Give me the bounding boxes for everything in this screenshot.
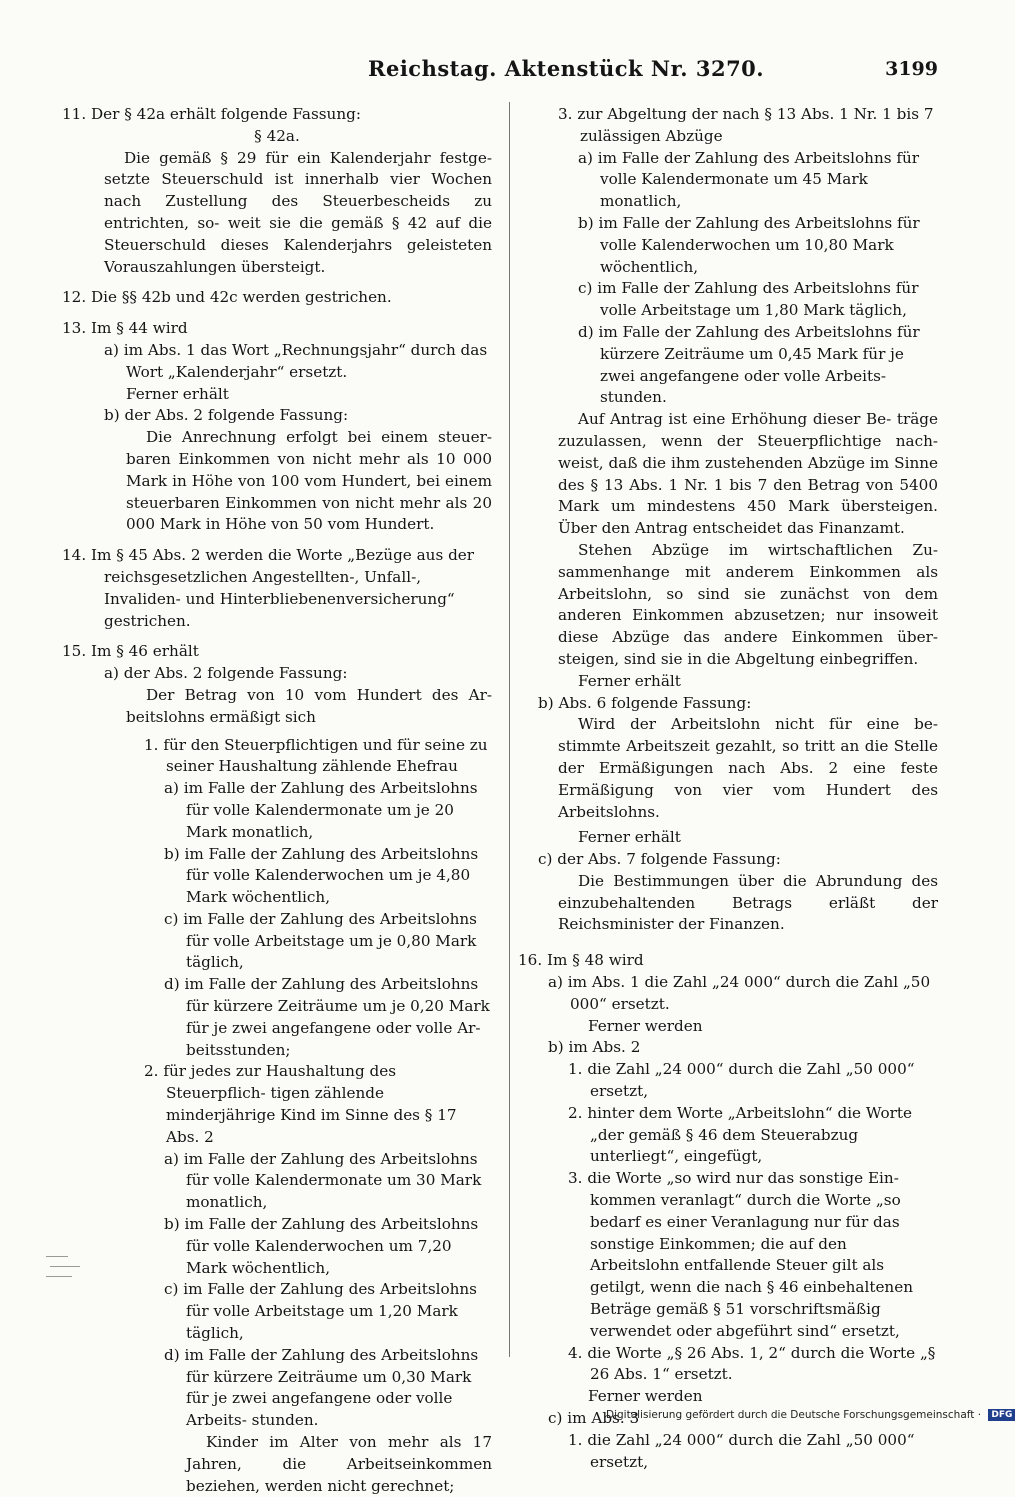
section-15-item-1-d: d) im Falle der Zahlung des Arbeitslohns für kürzere Zeiträume um je 0,20 Mark für je zwei angefangene oder volle Ar- beitsstunden; bbox=[164, 975, 490, 1059]
section-15-item-1-b: b) im Falle der Zahlung des Arbeitslohns für volle Kalenderwochen um je 4,80 Mark wöchentlich, bbox=[164, 844, 479, 907]
section-15-item-2-a: a) im Falle der Zahlung des Arbeitslohns für volle Kalendermonate um 30 Mark monatlich, bbox=[164, 1149, 482, 1212]
section-15-item-3-c: c) im Falle der Zahlung des Arbeitslohns für volle Arbeitstage um 1,80 Mark täglich, bbox=[578, 279, 919, 320]
section-12: 12. Die §§ 42b und 42c werden gestrichen. bbox=[62, 288, 392, 307]
digitization-footer bbox=[606, 1409, 1015, 1421]
section-42a-text: Die gemäß § 29 für ein Kalenderjahr festge- setzte Steuerschuld ist innerhalb vier Wochen nach Zustellung des Steuerbescheids zu entrichten, so- weit sie die gemäß § 42 auf die Steuerschuld dieses Kalenderjahrs geleisteten Vorauszahlungen übersteigt. bbox=[104, 148, 492, 276]
ferner-erhaelt-2: Ferner erhält bbox=[578, 828, 681, 847]
stehen-paragraph: Stehen Abzüge im wirtschaftlichen Zu- sammenhange mit anderem Einkommen als Arbeitslohn, so sind sie zunächst von dem anderen Einkommen abzusetzen; nur insoweit diese Abzüge das andere Einkommen über- steigen, sind sie in die Abgeltung einbegriffen. bbox=[558, 540, 938, 668]
section-13-b-text: Die Anrechnung erfolgt bei einem steuer- baren Einkommen von nicht mehr als 10 000 Mark in Höhe von 100 vom Hundert, bei einem steuerbaren Einkommen von nicht mehr als 20 000 Mark in Höhe von 50 vom Hundert. bbox=[126, 428, 492, 534]
section-15-kinder-note: Kinder im Alter von mehr als 17 Jahren, die Arbeitseinkommen beziehen, werden nicht gerechnet; bbox=[186, 1433, 492, 1495]
section-15-c-text: Die Bestimmungen über die Abrundung des einzubehaltenden Betrags erläßt der Reichsminister der Finanzen. bbox=[558, 871, 938, 934]
section-16-ferner-werden-2: Ferner werden bbox=[588, 1387, 703, 1406]
section-15-b-text: Wird der Arbeitslohn nicht für eine be- stimmte Arbeitszeit gezahlt, so tritt an die Stelle der Ermäßigungen nach Abs. 2 eine feste Ermäßigung von vier vom Hundert des Arbeitslohns. bbox=[558, 715, 938, 821]
section-15-heading: 15. Im § 46 erhält bbox=[62, 642, 199, 661]
section-15-item-1: 1. für den Steuerpflichtigen und für seine zu seiner Haushaltung zählende Ehefrau bbox=[144, 735, 488, 776]
section-13-a: a) im Abs. 1 das Wort „Rechnungsjahr“ durch das Wort „Kalenderjahr“ ersetzt. bbox=[104, 340, 488, 381]
section-16-b-item-3: 3. die Worte „so wird nur das sonstige Ein- kommen veranlagt“ durch die Worte „so bedarf es einer Veranlagung nur für das sonstige Einkommen; die auf den Arbeitslohn entfallende Steuer gilt als getilgt, wenn die nach § 46 einbehaltenen Beträge gemäß § 51 vorschriftsmäßig verwendet oder abgeführt sind“ ersetzt, bbox=[568, 1169, 913, 1340]
section-15-item-2-d: d) im Falle der Zahlung des Arbeitslohns für kürzere Zeiträume um 0,30 Mark für je zwei angefangene oder volle Arbeits- stunden. bbox=[164, 1345, 479, 1430]
section-15-item-1-a: a) im Falle der Zahlung des Arbeitslohns für volle Kalendermonate um je 20 Mark monatlich, bbox=[164, 779, 478, 841]
section-15-a: a) der Abs. 2 folgende Fassung: bbox=[104, 664, 348, 683]
section-15-item-3-a: a) im Falle der Zahlung des Arbeitslohns für volle Kalendermonate um 45 Mark monatlich, bbox=[578, 148, 920, 211]
section-13-ferner: Ferner erhält bbox=[126, 384, 229, 403]
section-15-a-text: Der Betrag von 10 vom Hundert des Ar- beitslohns ermäßigt sich bbox=[126, 685, 492, 726]
section-15-item-1-c: c) im Falle der Zahlung des Arbeitslohns für volle Arbeitstage um je 0,80 Mark täglich, bbox=[164, 909, 477, 972]
section-16-heading: 16. Im § 48 wird bbox=[518, 951, 644, 970]
section-16-b: b) im Abs. 2 bbox=[548, 1038, 641, 1057]
section-16-b-item-2: 2. hinter dem Worte „Arbeitslohn“ die Worte „der gemäß § 46 dem Steuerabzug unterliegt“, eingefügt, bbox=[568, 1103, 912, 1166]
dfg-logo: DFG bbox=[988, 1409, 1015, 1421]
page-title: Reichstag. Aktenstück Nr. 3270. bbox=[368, 56, 765, 81]
section-16-b-item-1: 1. die Zahl „24 000“ durch die Zahl „50 000“ ersetzt, bbox=[568, 1060, 915, 1101]
margin-marks bbox=[46, 1256, 86, 1286]
section-15-item-2: 2. für jedes zur Haushaltung des Steuerpflich- tigen zählende minderjährige Kind im Sinne des § 17 Abs. 2 bbox=[144, 1062, 457, 1146]
section-15-c: c) der Abs. 7 folgende Fassung: bbox=[538, 850, 781, 869]
section-15-item-3: 3. zur Abgeltung der nach § 13 Abs. 1 Nr. 1 bis 7 zulässigen Abzüge bbox=[558, 105, 934, 145]
right-column bbox=[518, 104, 938, 1473]
ferner-erhaelt-1: Ferner erhält bbox=[578, 671, 681, 690]
column-divider bbox=[509, 102, 510, 1357]
page-number: 3199 bbox=[885, 58, 938, 80]
page-header bbox=[0, 56, 1000, 90]
section-16-c: c) im Abs. 3 bbox=[548, 1409, 640, 1428]
left-column bbox=[62, 104, 492, 1497]
section-15-item-2-b: b) im Falle der Zahlung des Arbeitslohns für volle Kalenderwochen um 7,20 Mark wöchentlich, bbox=[164, 1215, 479, 1277]
section-15-item-2-c: c) im Falle der Zahlung des Arbeitslohns für volle Arbeitstage um 1,20 Mark täglich, bbox=[164, 1280, 477, 1343]
footer-text: Digitalisierung gefördert durch die Deutsche Forschungsgemeinschaft · bbox=[606, 1409, 982, 1421]
section-14: 14. Im § 45 Abs. 2 werden die Worte „Bezüge aus der reichsgesetzlichen Angestellten-, Unfall-, Invaliden- und Hinterbliebenenversicherung“ gestrichen. bbox=[62, 546, 475, 630]
section-42a-title: § 42a. bbox=[254, 126, 300, 145]
section-15-item-3-d: d) im Falle der Zahlung des Arbeitslohns für kürzere Zeiträume um 0,45 Mark für je zwei angefangene oder volle Arbeits- stunden. bbox=[578, 322, 920, 407]
antrag-paragraph: Auf Antrag ist eine Erhöhung dieser Be- träge zuzulassen, wenn der Steuerpflichtige nach- weist, daß die ihm zustehenden Abzüge im Sinne des § 13 Abs. 1 Nr. 1 bis 7 den Betrag von 5400 Mark um mindestens 450 Mark übersteigen. Über den Antrag entscheidet das Finanzamt. bbox=[558, 410, 938, 538]
section-13-b: b) der Abs. 2 folgende Fassung: bbox=[104, 406, 349, 425]
section-16-c-item-1: 1. die Zahl „24 000“ durch die Zahl „50 000“ ersetzt, bbox=[568, 1430, 915, 1471]
section-16-a: a) im Abs. 1 die Zahl „24 000“ durch die Zahl „50 000“ ersetzt. bbox=[548, 973, 931, 1013]
section-13-heading: 13. Im § 44 wird bbox=[62, 319, 188, 338]
section-15-item-3-b: b) im Falle der Zahlung des Arbeitslohns für volle Kalenderwochen um 10,80 Mark wöchentlich, bbox=[578, 213, 920, 276]
section-11-heading: 11. Der § 42a erhält folgende Fassung: bbox=[62, 105, 361, 123]
section-16-b-item-4: 4. die Worte „§ 26 Abs. 1, 2“ durch die Worte „§ 26 Abs. 1“ ersetzt. bbox=[568, 1343, 936, 1384]
section-15-b: b) Abs. 6 folgende Fassung: bbox=[538, 693, 752, 712]
section-16-ferner-werden-1: Ferner werden bbox=[588, 1016, 703, 1035]
